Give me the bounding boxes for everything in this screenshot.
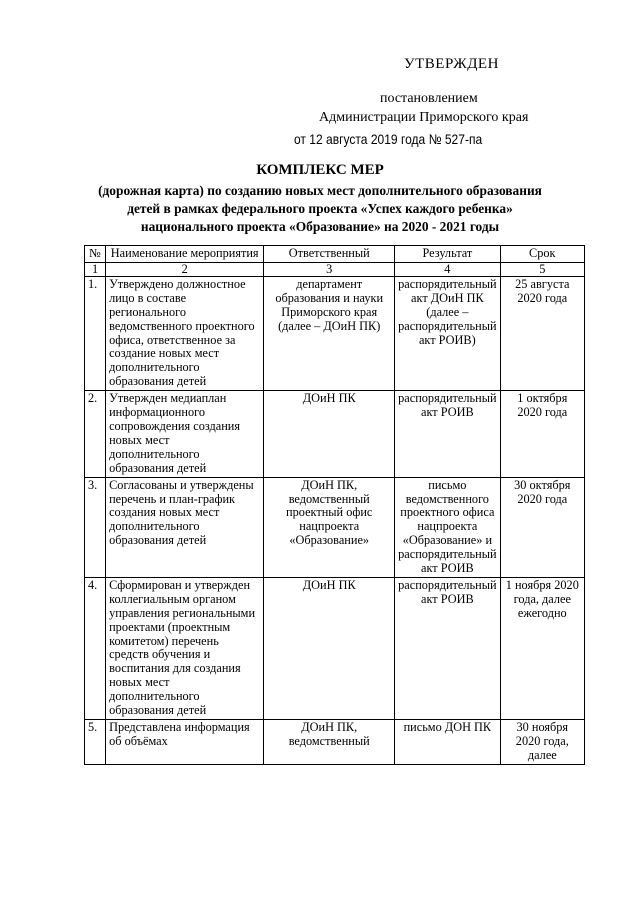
approved-by-label: постановлением bbox=[380, 91, 478, 106]
column-number: 2 bbox=[106, 262, 264, 276]
title-line-1: (дорожная карта) по созданию новых мест дополнительного образования bbox=[98, 183, 542, 198]
row-term: 1 октября 2020 года bbox=[500, 391, 584, 477]
row-term: 30 ноября 2020 года, далее bbox=[500, 720, 584, 765]
roadmap-table bbox=[84, 245, 585, 765]
row-num: 1. bbox=[85, 276, 106, 390]
table-header-row bbox=[85, 246, 585, 263]
header-name: Наименование мероприятия bbox=[106, 246, 264, 263]
row-result: распорядительный акт ДОиН ПК (далее – распорядительный акт РОИВ) bbox=[395, 276, 500, 390]
header-result: Результат bbox=[395, 246, 500, 263]
row-result: письмо ведомственного проектного офиса нацпроекта «Образование» и распорядительный акт РОИВ bbox=[395, 477, 500, 577]
resolution-date: от 12 августа 2019 года № 527-па bbox=[294, 131, 483, 147]
row-responsible: ДОиН ПК bbox=[264, 577, 395, 719]
header-num: № bbox=[85, 246, 106, 263]
title-line-3: национального проекта «Образование» на 2020 - 2021 годы bbox=[140, 219, 500, 234]
column-number: 1 bbox=[85, 262, 106, 276]
row-result: письмо ДОН ПК bbox=[395, 720, 500, 765]
row-responsible: департамент образования и науки Приморского края (далее – ДОиН ПК) bbox=[264, 276, 395, 390]
row-num: 5. bbox=[85, 720, 106, 765]
table-row bbox=[85, 391, 585, 477]
header-term: Срок bbox=[500, 246, 584, 263]
title-main: КОМПЛЕКС МЕР bbox=[256, 162, 384, 178]
column-number: 5 bbox=[500, 262, 584, 276]
column-number: 4 bbox=[395, 262, 500, 276]
title-line-2: детей в рамках федерального проекта «Успех каждого ребенка» bbox=[127, 201, 513, 216]
row-name: Согласованы и утверждены перечень и план-график создания новых мест дополнительного образования детей bbox=[106, 477, 264, 577]
column-number: 3 bbox=[264, 262, 395, 276]
row-term: 25 августа 2020 года bbox=[500, 276, 584, 390]
approved-label: УТВЕРЖДЕН bbox=[404, 56, 499, 72]
document-title bbox=[0, 162, 640, 236]
table-row bbox=[85, 276, 585, 390]
row-result: распорядительный акт РОИВ bbox=[395, 577, 500, 719]
row-responsible: ДОиН ПК, ведомственный проектный офис нацпроекта «Образование» bbox=[264, 477, 395, 577]
row-name: Представлена информация об объёмах bbox=[106, 720, 264, 765]
row-name: Утверждено должностное лицо в составе регионального ведомственного проектного офиса, ответственное за создание новых мест дополнительного образования детей bbox=[106, 276, 264, 390]
row-responsible: ДОиН ПК, ведомственный bbox=[264, 720, 395, 765]
table-row bbox=[85, 477, 585, 577]
row-name: Утвержден медиаплан информационного сопровождения создания новых мест дополнительного образования детей bbox=[106, 391, 264, 477]
column-numbers-row bbox=[85, 262, 585, 276]
row-responsible: ДОиН ПК bbox=[264, 391, 395, 477]
row-term: 1 ноября 2020 года, далее ежегодно bbox=[500, 577, 584, 719]
row-term: 30 октября 2020 года bbox=[500, 477, 584, 577]
row-result: распорядительный акт РОИВ bbox=[395, 391, 500, 477]
header-responsible: Ответственный bbox=[264, 246, 395, 263]
row-name: Сформирован и утвержден коллегиальным органом управления региональными проектами (проектным комитетом) перечень средств обучения и воспитания для создания новых мест дополнительного образования детей bbox=[106, 577, 264, 719]
table-row bbox=[85, 577, 585, 719]
row-num: 3. bbox=[85, 477, 106, 577]
administration-name: Администрации Приморского края bbox=[319, 110, 529, 125]
row-num: 2. bbox=[85, 391, 106, 477]
row-num: 4. bbox=[85, 577, 106, 719]
table-row bbox=[85, 720, 585, 765]
